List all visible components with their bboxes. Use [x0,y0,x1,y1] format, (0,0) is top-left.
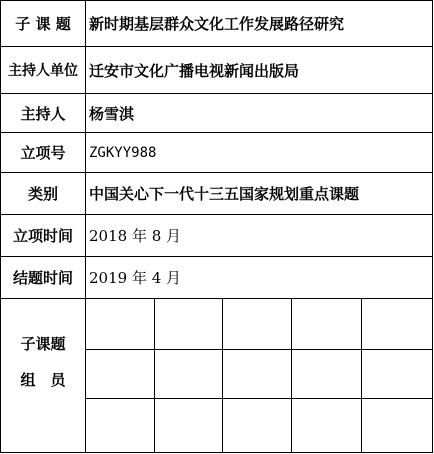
members-label-line2: 组 员 [20,371,66,389]
category-label: 类别 [27,185,58,203]
completion-date-label: 结题时间 [12,269,73,287]
host-unit-label: 主持人单位 [8,63,78,79]
member-cell [223,299,291,349]
member-cell [155,399,222,452]
category-value: 中国关心下一代十三五国家规划重点课题 [89,185,360,203]
member-cell [155,299,222,349]
host-value: 杨雪淇 [89,104,135,123]
host-label: 主持人 [20,104,66,123]
approval-date-value: 2018 年 8 月 [89,227,182,245]
border-right [432,0,433,453]
project-number-label: 立项号 [20,144,66,162]
completion-date-value: 2019 年 4 月 [89,269,182,287]
member-cell [86,399,154,452]
members-label [1,322,85,402]
member-cell [292,350,361,398]
subject-value: 新时期基层群众文化工作发展路径研究 [89,15,345,33]
member-cell [362,399,432,452]
member-cell [362,350,432,398]
member-cell [155,350,222,398]
member-cell [292,299,361,349]
project-number-value: ZGKYY988 [89,144,157,161]
member-cell [86,350,154,398]
host-unit-value: 迁安市文化广播电视新闻出版局 [89,61,300,80]
members-label-line1: 子课题 [20,335,66,353]
member-cell [86,299,154,349]
member-cell [223,350,291,398]
member-cell [362,299,432,349]
member-cell [223,399,291,452]
approval-date-label: 立项时间 [12,227,73,245]
member-cell [292,399,361,452]
subject-label: 子 课 题 [15,15,71,33]
border-bottom [0,452,433,453]
